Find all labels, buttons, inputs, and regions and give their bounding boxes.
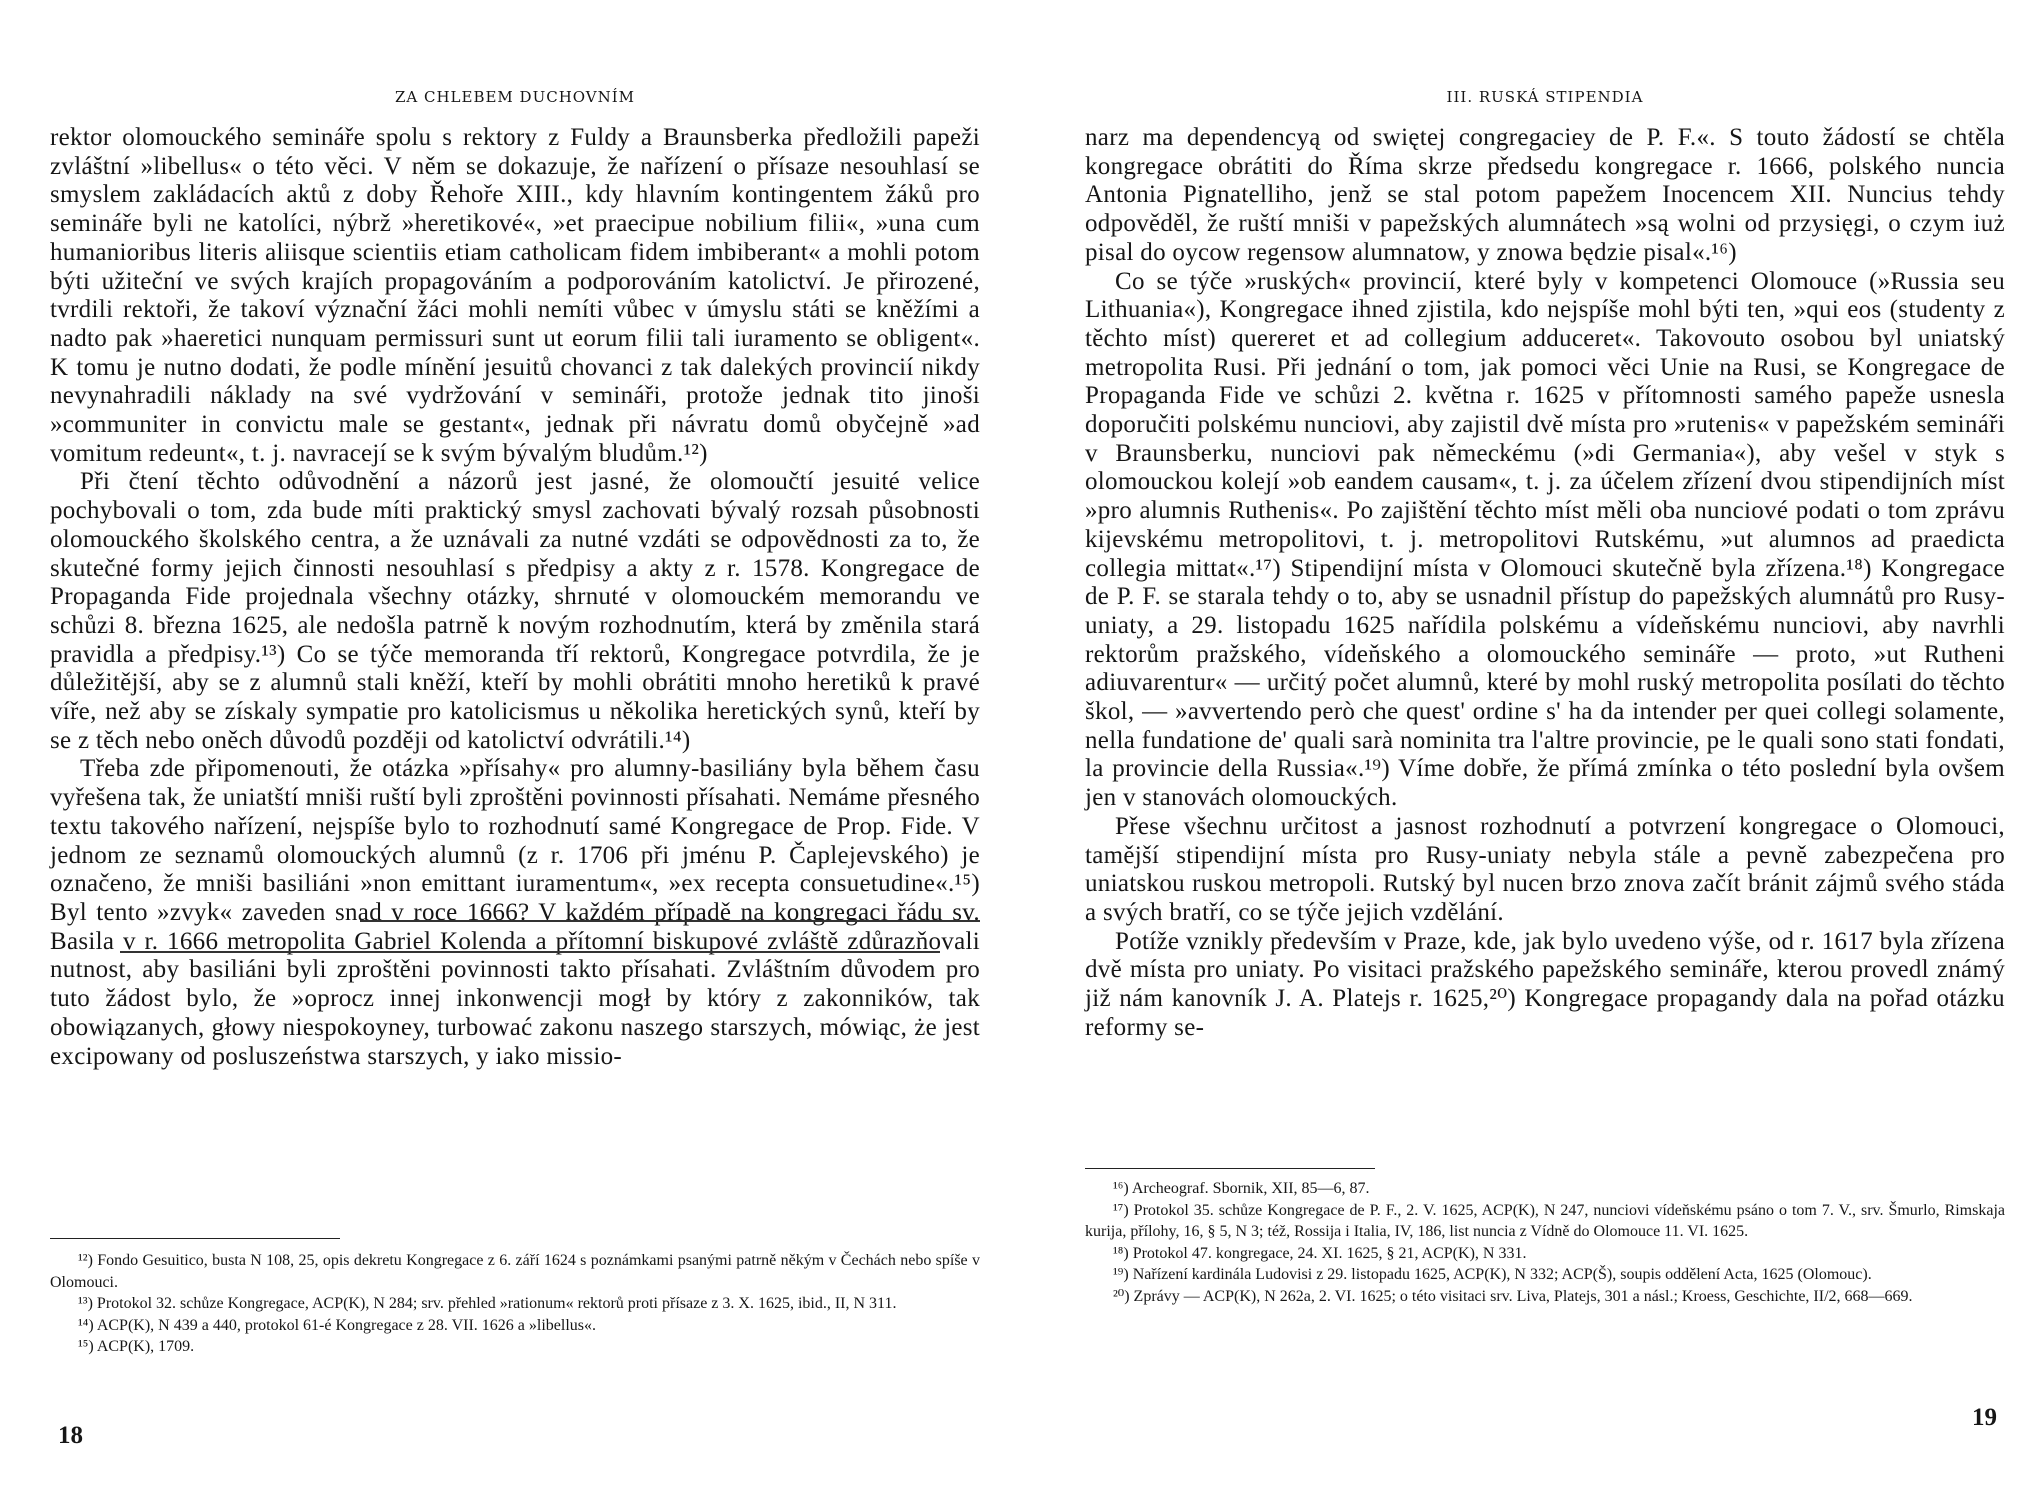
footnote-rule (50, 1238, 340, 1239)
footnotes-left (50, 1250, 980, 1358)
footnote-rule (1085, 1168, 1375, 1169)
footnote: ¹⁴) ACP(K), N 439 a 440, protokol 61-é Kongregace z 28. VII. 1626 a »libellus«. (78, 1316, 596, 1334)
footnote: ¹⁵) ACP(K), 1709. (78, 1338, 195, 1355)
paragraph: narz ma dependencyą od swiętej congregaciey de P. F.«. S touto žádostí se chtěla kongregace obrátiti do Říma skrze předsedu kongregace r. 1666, polského nuncia Antonia Pignatelliho, jenž se stal potom papežem Inocencem XII. Nuncius tehdy odpověděl, že ruští mniši v papežských alumnátech »są wolni od przysięgi, o czym iuż pisal do oycow regensow alumnatow, y znowa będzie pisal«.¹⁶) (1085, 124, 2005, 266)
footnote: ¹⁹) Nařízení kardinála Ludovisi z 29. listopadu 1625, ACP(K), N 332; ACP(Š), soupis oddělení Acta, 1625 (Olomouc). (1113, 1266, 1872, 1283)
paragraph: Třeba zde připomenouti, že otázka »přísahy« pro alumny-basiliány byla během času vyřešena tak, že uniatští mniši ruští byli zproštěni povinnosti přísahati. Nemáme přesného textu takového nařízení, nejspíše bylo to rozhodnutí samé Kongregace de Prop. Fide. V jednom ze seznamů olomouckých alumnů (z r. 1706 při jménu P. Čaplejevského) je označeno, že mniši basiliáni »non emittant iuramentum«, »ex recepta consuetudine«.¹⁵) Byl tento »zvyk« zaveden snad v roce 1666? V každém případě na kongregaci řádu sv. Basila v r. 1666 metropolita Gabriel Kolenda a přítomní biskupové zvláště zdůrazňovali nutnost, aby basiliáni byli zproštěni povinnosti takto přísahati. Zvláštním důvodem pro tuto žádost bylo, že »oprocz innej inkonwencji mogł by który z zakonników, tak obowiązanych, głowy niespokoyney, turbować zakonu naszego starszych, mówiąc, że jest excipowany od posluszeństwa starszych, y iako missio- (50, 755, 980, 1070)
footnote: ¹²) Fondo Gesuitico, busta N 108, 25, opis dekretu Kongregace z 6. září 1624 s poznámkami psanými patrně někým v Čechách nebo spíše v Olomouci. (50, 1252, 980, 1291)
paragraph: rektor olomouckého semináře spolu s rektory z Fuldy a Braunsberka předložili papeži zvláštní »libellus« o této věci. V něm se dokazuje, že nařízení o přísaze nesouhlasí se smyslem zakládacích aktů z doby Řehoře XIII., kdy hlavním kontingentem žáků pro semináře byli ne katolíci, nýbrž »heretikové«, »et praecipue nobilium filii«, »una cum humanioribus literis aliisque scientiis etiam catholicam fidem imbiberant« a mohli potom býti užiteční ve svých krajích propagováním a podporováním katolictví. Je přirozené, tvrdili rektoři, že takoví význační žáci mohli nemíti vůbec v úmyslu státi se kněžími a nadto pak »haeretici nunquam permissuri sunt ut eorum filii tali iuramento se obligent«. K tomu je nutno dodati, že podle mínění jesuitů chovanci z tak dalekých provincií nikdy nevynahradili náklady na své vydržování v semináři, protože jednak tito jinoši »communiter in convictu male se gestant«, jednak při návratu domů obyčejně »ad vomitum redeunt«, t. j. navracejí se k svým bývalým bludům.¹²) (50, 124, 980, 467)
paragraph: Při čtení těchto odůvodnění a názorů jest jasné, že olomoučtí jesuité velice pochybovali o tom, zda bude míti praktický smysl zachovati bývalý rozsah působnosti olomouckého školského centra, a že uznávali za nutné vzdáti se odpovědnosti za to, že skutečné formy jejich činnosti nesouhlasí s předpisy a akty z r. 1578. Kongregace de Propaganda Fide projednala všechny otázky, shrnuté v olomouckém memorandu ve schůzi 8. března 1625, ale nedošla patrně k novým rozhodnutím, která by změnila stará pravidla a předpisy.¹³) Co se týče memoranda tří rektorů, Kongregace potvrdila, že je důležitější, aby se z alumnů stali kněží, kteří by mohli obrátiti mnoho heretiků k pravé víře, než aby se získaly sympatie pro katolicismus u několika heretických synů, kteří by se z těch nebo oněch důvodů později od katolictví odvrátili.¹⁴) (50, 468, 980, 754)
page-number: 18 (58, 1422, 83, 1449)
paragraph: Potíže vznikly především v Praze, kde, jak bylo uvedeno výše, od r. 1617 byla zřízena dvě místa pro uniaty. Po visitaci pražského papežského semináře, kterou provedl známý již nám kanovník J. A. Platejs r. 1625,²⁰) Kongregace propagandy dala na pořad otázku reformy se- (1085, 927, 2005, 1041)
paragraph: Přese všechnu určitost a jasnost rozhodnutí a potvrzení kongregace o Olomouci, tamější stipendijní místa pro Rusy-uniaty nebyla stále a pevně zabezpečena pro uniatskou ruskou metropoli. Rutský byl nucen brzo znova začít bránit zájmů svého stáda a svých bratří, co se týče jejich vzdělání. (1085, 812, 2005, 926)
handwritten-underline (360, 920, 980, 922)
handwritten-underline (120, 951, 940, 953)
paragraph: Co se týče »ruských« provincií, které byly v kompetenci Olomouce (»Russia seu Lithuania«), Kongregace ihned zjistila, kdo nejspíše mohl býti ten, »qui eos (studenty z těchto míst) quereret et ad collegium adduceret«. Takovouto osobou byl uniatský metropolita Rusi. Při jednání o tom, jak pomoci věci Unie na Rusi, se Kongregace de Propaganda Fide ve schůzi 2. května r. 1625 v přítomnosti samého papeže usnesla doporučiti polskému nunciovi, aby zajistil dvě místa pro »rutenis« v papežském semináři v Braunsberku, nunciovi pak německému (»di Germania«), aby vešel v styk s olomouckou kolejí »ob eandem causam«, t. j. za účelem zřízení dvou stipendijních míst »pro alumnis Ruthenis«. Po zajištění těchto míst měli oba nunciové podati o tom zprávu kijevskému metropolitovi, t. j. metropolitovi Rutskému, »ut alumnos ad praedicta collegia mittat«.¹⁷) Stipendijní místa v Olomouci skutečně byla zřízena.¹⁸) Kongregace de P. F. se starala tehdy o to, aby se usnadnil přístup do papežských alumnátů pro Rusy-uniaty, a 29. listopadu 1625 nařídila polskému a vídeňskému nunciovi, aby navrhli rektorům pražského, vídeňského a olomouckého semináře — proto, »ut Rutheni adiuvarentur« — určitý počet alumnů, které by mohl ruský metropolita posílati do těchto škol, — »avvertendo però che quest' ordine s' ha da intender per quei collegi solamente, nella fundatione de' quali sarà nominita tra l'altre provincie, pe le quali sono stati fondati, la provincie della Russia«.¹⁹) Víme dobře, že přímá zmínka o této poslední byla ovšem jen v stanovách olomouckých. (1085, 267, 2005, 812)
left-page (50, 0, 980, 1500)
footnote: ¹³) Protokol 32. schůze Kongregace, ACP(K), N 284; srv. přehled »rationum« rektorů proti přísaze z 3. X. 1625, ibid., II, N 311. (78, 1295, 897, 1312)
page-number: 19 (1972, 1404, 1997, 1431)
footnote: ¹⁸) Protokol 47. kongregace, 24. XI. 1625, § 21, ACP(K), N 331. (1113, 1244, 1527, 1262)
right-body-text (1085, 124, 2005, 1043)
footnote: ¹⁷) Protokol 35. schůze Kongregace de P. F., 2. V. 1625, ACP(K), N 247, nunciovi vídeňskému psáno o tom 7. V., srv. Šmurlo, Rimskaja kurija, přílohy, 16, § 5, N 3; též, Rossija i Italia, IV, 186, list nuncia z Vídně do Olomouce 11. VI. 1625. (1085, 1201, 2005, 1240)
footnotes-right (1085, 1178, 2005, 1307)
left-body-text (50, 124, 980, 1071)
footnote: ²⁰) Zprávy — ACP(K), N 262a, 2. VI. 1625; o této visitaci srv. Liva, Platejs, 301 a násl.; Kroess, Geschichte, II/2, 668—669. (1113, 1287, 1913, 1305)
running-head-left: ZA CHLEBEM DUCHOVNÍM (394, 88, 636, 106)
running-head-right: III. RUSKÁ STIPENDIA (1446, 88, 1644, 106)
right-page (1085, 0, 2005, 1500)
footnote: ¹⁶) Archeograf. Sbornik, XII, 85—6, 87. (1113, 1180, 1370, 1197)
